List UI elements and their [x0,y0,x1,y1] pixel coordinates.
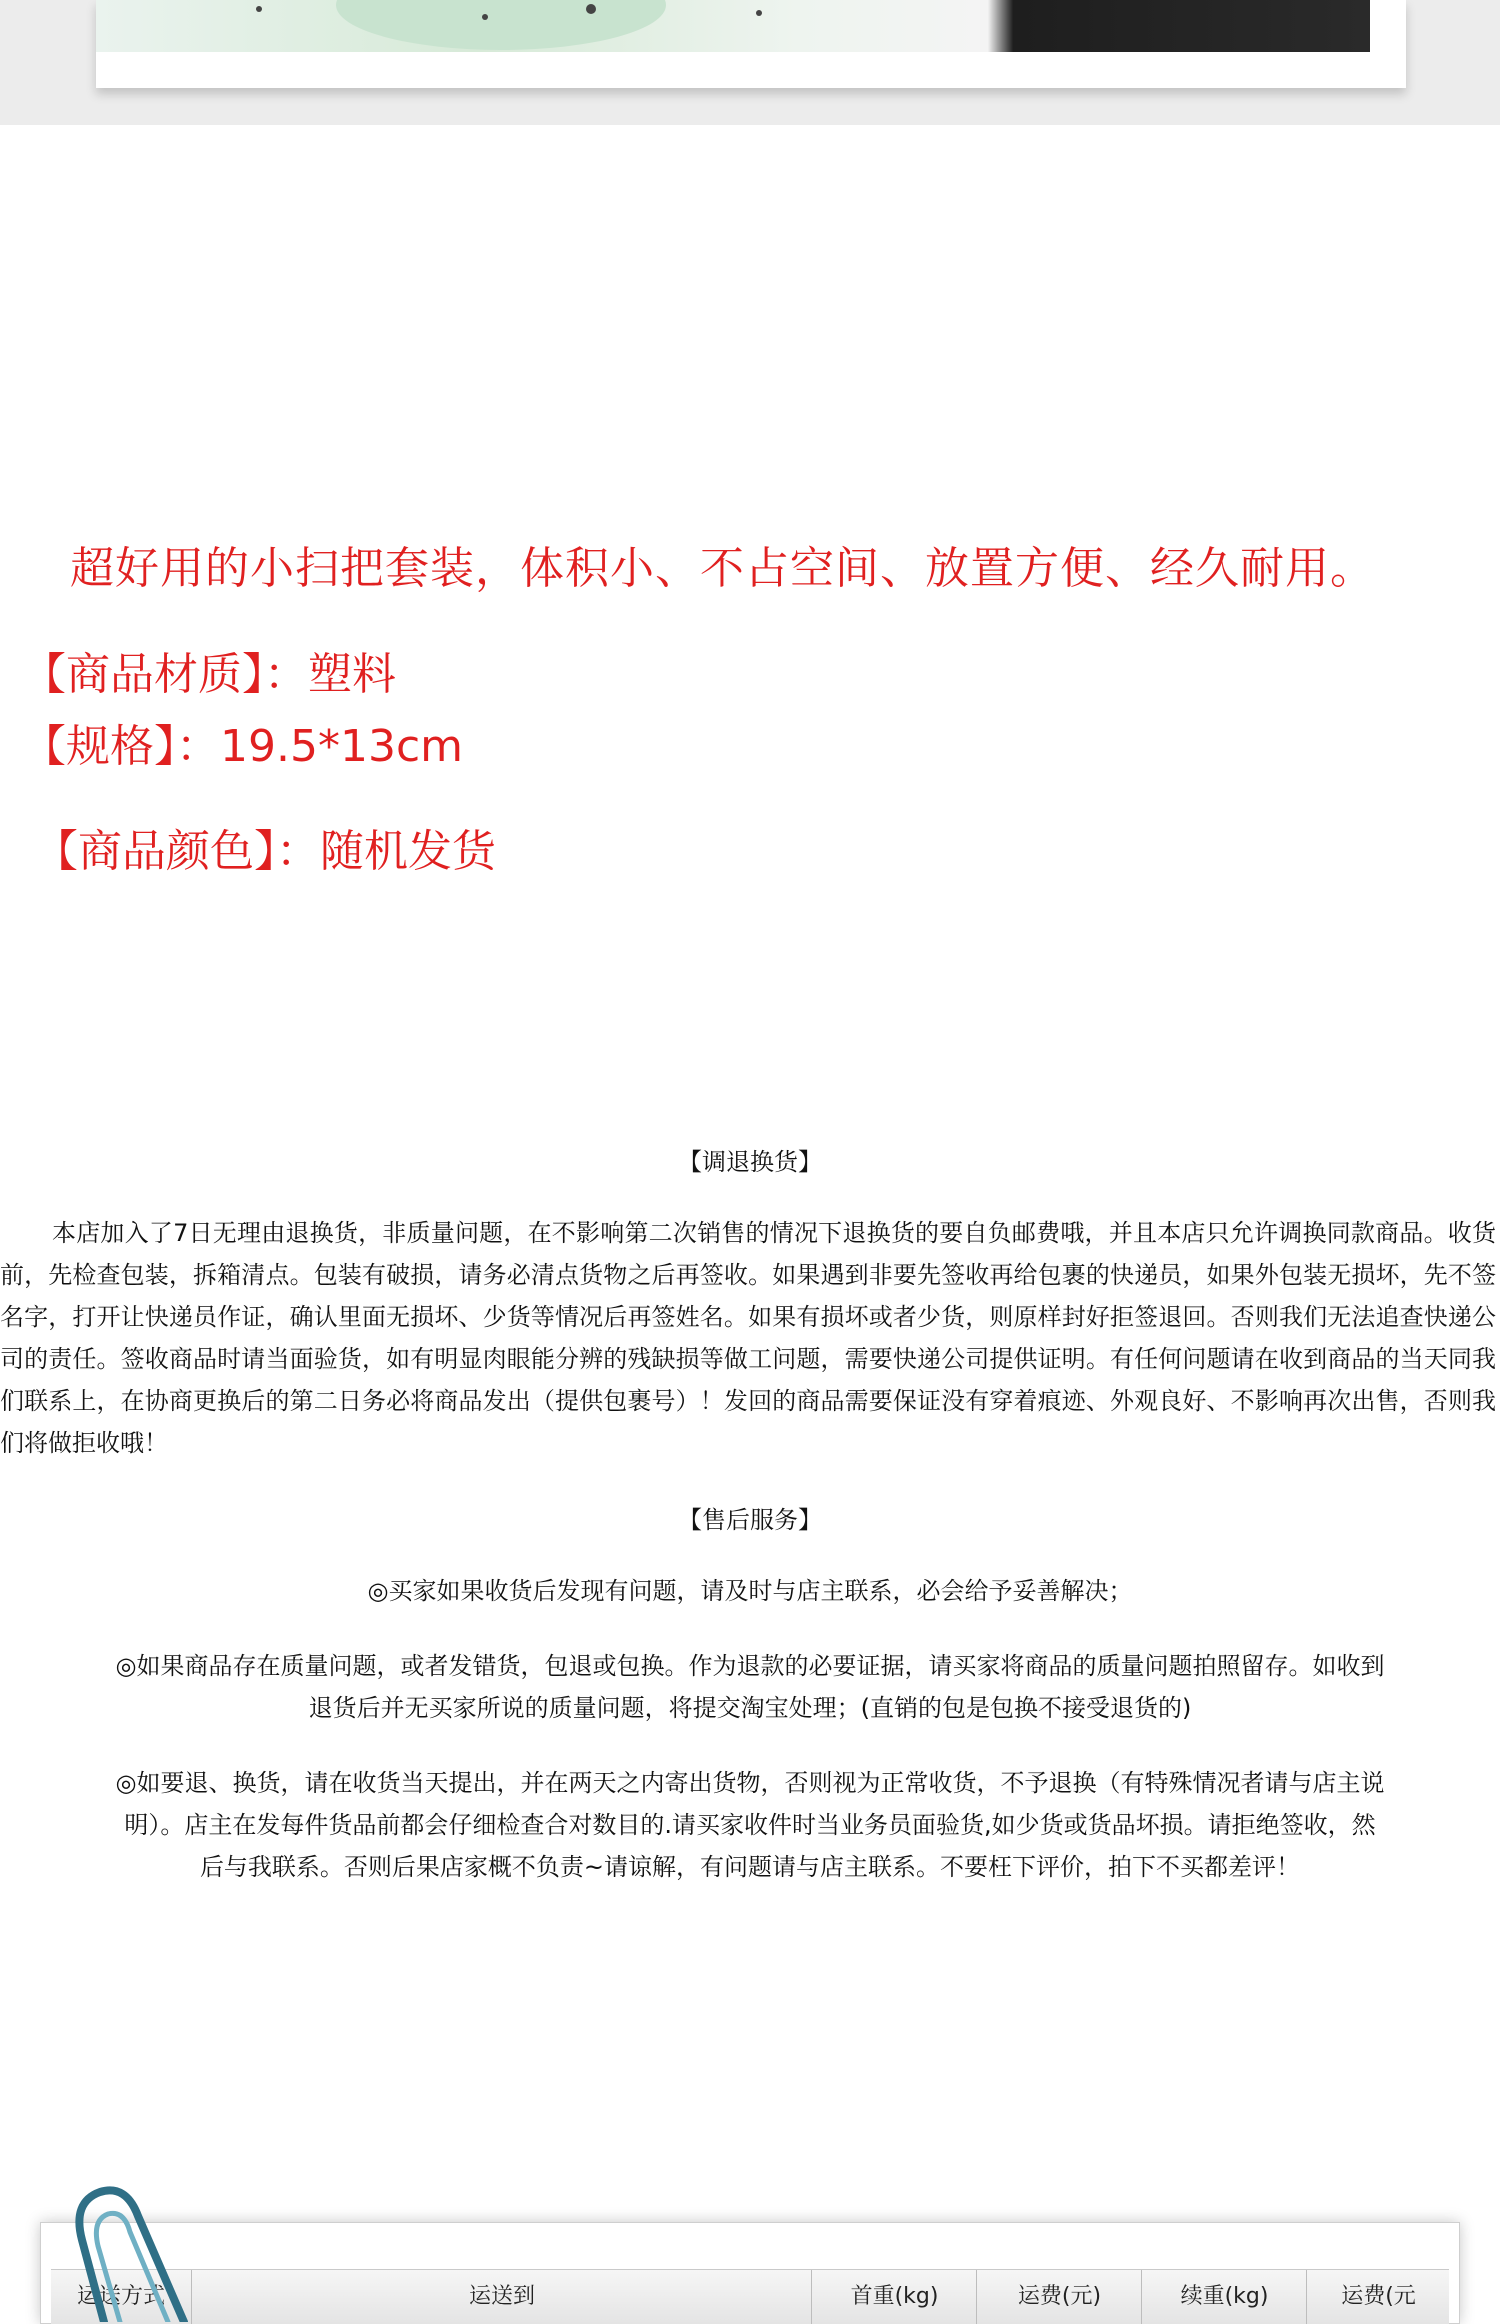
paperclip-icon [64,2180,214,2322]
shipping-table [40,2222,1460,2324]
shipping-table-header [51,2269,1449,2324]
product-photo [96,0,1370,52]
th-destination: 运送到 [191,2270,812,2324]
th-shipping-method: 运送方式 [76,2284,165,2309]
th-first-weight: 首重(kg) [811,2270,977,2324]
product-photo-band [0,0,1500,125]
th-extra-fee: 运费(元 [1306,2270,1450,2324]
after-sales-item-2-line-2: 退货后并无买家所说的质量问题，将提交淘宝处理；(直销的包是包换不接受退货的) [308,1694,1192,1722]
after-sales-item-3-line-3: 后与我联系。否则后果店家概不负责~请谅解，有问题请与店主联系。不要枉下评价，拍下不买都差评！ [199,1853,1301,1881]
returns-title: 【调退换货】 [678,1148,822,1176]
after-sales-title: 【售后服务】 [678,1506,822,1534]
after-sales-item-3-line-1: ◎如要退、换货，请在收货当天提出，并在两天之内寄出货物，否则视为正常收货，不予退换（有特殊情况者请与店主说 [115,1769,1385,1797]
product-color: 【商品颜色】：随机发货 [34,826,496,877]
after-sales-item-3-line-2: 明）。店主在发每件货品前都会仔细检查合对数目的.请买家收件时当业务员面验货,如少货或货品坏损。请拒绝签收，然 [124,1811,1376,1839]
product-headline: 超好用的小扫把套装，体积小、不占空间、放置方便、经久耐用。 [70,543,1375,594]
th-extra-weight: 续重(kg) [1141,2270,1307,2324]
product-material: 【商品材质】：塑料 [22,649,396,700]
returns-body: 本店加入了7日无理由退换货，非质量问题，在不影响第二次销售的情况下退换货的要自负邮费哦，并且本店只允许调换同款商品。收货前，先检查包装，拆箱清点。包装有破损，请务必清点货物之后再签收。如果遇到非要先签收再给包裹的快递员，如果外包装无损坏，先不签名字，打开让快递员作证，确认里面无损坏、少货等情况后再签姓名。如果有损坏或者少货，则原样封好拒签退回。否则我们无法追查快递公司的责任。签收商品时请当面验货，如有明显肉眼能分辨的残缺损等做工问题，需要快递公司提供证明。有任何问题请在收到商品的当天同我们联系上，在协商更换后的第二日务必将商品发出（提供包裹号）！发回的商品需要保证没有穿着痕迹、外观良好、不影响再次出售，否则我们将做拒收哦！ [0,1219,1496,1457]
product-photo-frame [96,0,1406,88]
after-sales-item-1: ◎买家如果收货后发现有问题，请及时与店主联系，必会给予妥善解决； [367,1577,1133,1605]
th-first-fee: 运费(元) [976,2270,1142,2324]
product-spec: 【规格】：19.5*13cm [22,721,464,772]
after-sales-item-2-line-1: ◎如果商品存在质量问题，或者发错货，包退或包换。作为退款的必要证据，请买家将商品的质量问题拍照留存。如收到 [115,1652,1385,1680]
